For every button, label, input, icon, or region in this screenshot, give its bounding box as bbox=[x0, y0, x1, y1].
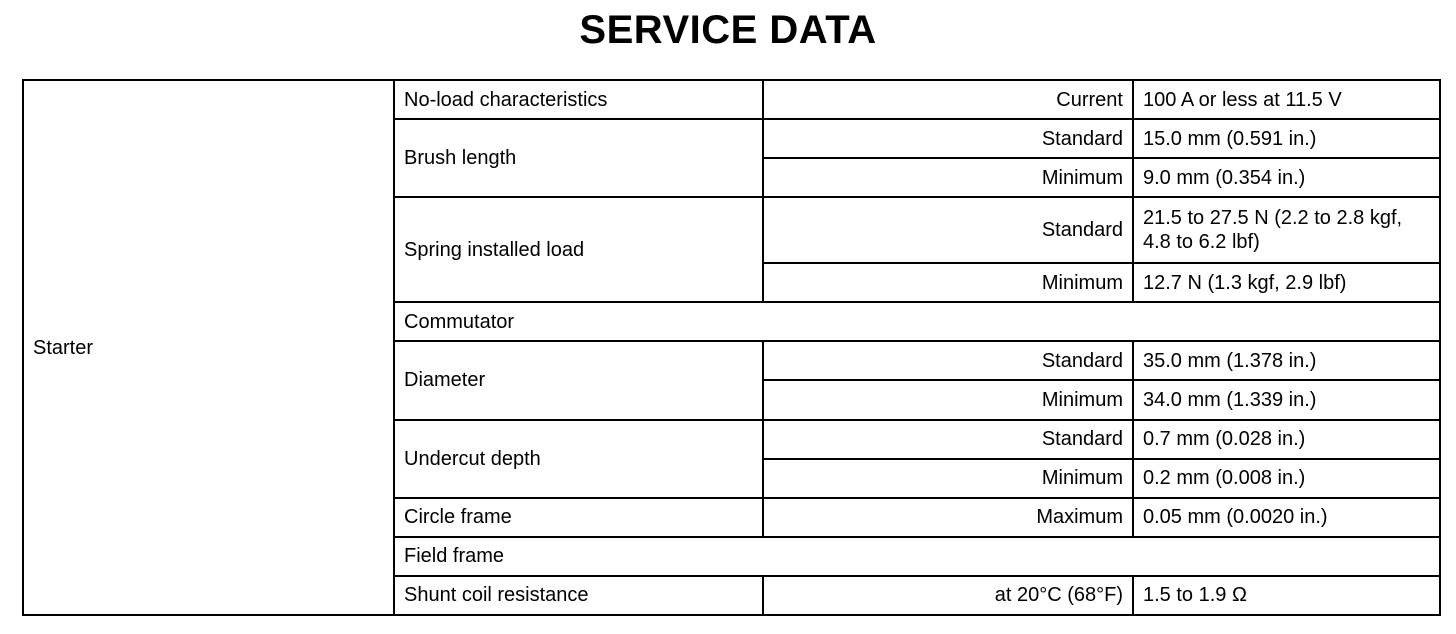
value-shunt-coil: 1.5 to 1.9 Ω bbox=[1133, 576, 1440, 615]
cond-standard: Standard bbox=[763, 197, 1133, 263]
item-shunt-coil: Shunt coil resistance bbox=[394, 576, 763, 615]
item-diameter: Diameter bbox=[394, 341, 763, 419]
value-spring-standard bbox=[1133, 197, 1440, 263]
item-no-load: No-load characteristics bbox=[394, 80, 763, 119]
value-spring-minimum: 12.7 N (1.3 kgf, 2.9 lbf) bbox=[1133, 263, 1440, 302]
item-circle-frame: Circle frame bbox=[394, 498, 763, 537]
table-row bbox=[23, 80, 1440, 119]
value-line: 4.8 to 6.2 lbf) bbox=[1143, 231, 1260, 254]
value-undercut-standard: 0.7 mm (0.028 in.) bbox=[1133, 420, 1440, 459]
group-cell-starter: Starter bbox=[23, 80, 394, 615]
value-line: 21.5 to 27.5 N (2.2 to 2.8 kgf, bbox=[1143, 207, 1403, 230]
value-circle-frame: 0.05 mm (0.0020 in.) bbox=[1133, 498, 1440, 537]
section-commutator: Commutator bbox=[394, 302, 1440, 341]
cond-standard: Standard bbox=[763, 341, 1133, 380]
item-spring-load: Spring installed load bbox=[394, 197, 763, 302]
value-diameter-minimum: 34.0 mm (1.339 in.) bbox=[1133, 380, 1440, 419]
cond-maximum: Maximum bbox=[763, 498, 1133, 537]
item-brush-length: Brush length bbox=[394, 119, 763, 197]
cond-current: Current bbox=[763, 80, 1133, 119]
cond-minimum: Minimum bbox=[763, 263, 1133, 302]
value-undercut-minimum: 0.2 mm (0.008 in.) bbox=[1133, 459, 1440, 498]
cond-minimum: Minimum bbox=[763, 459, 1133, 498]
value-no-load: 100 A or less at 11.5 V bbox=[1133, 80, 1440, 119]
section-field-frame: Field frame bbox=[394, 537, 1440, 576]
page-title: SERVICE DATA bbox=[579, 8, 877, 52]
cond-standard: Standard bbox=[763, 119, 1133, 158]
cond-minimum: Minimum bbox=[763, 158, 1133, 197]
item-undercut-depth: Undercut depth bbox=[394, 420, 763, 498]
cond-standard: Standard bbox=[763, 420, 1133, 459]
cond-minimum: Minimum bbox=[763, 380, 1133, 419]
service-data-table bbox=[22, 79, 1441, 616]
value-diameter-standard: 35.0 mm (1.378 in.) bbox=[1133, 341, 1440, 380]
value-brush-minimum: 9.0 mm (0.354 in.) bbox=[1133, 158, 1440, 197]
value-brush-standard: 15.0 mm (0.591 in.) bbox=[1133, 119, 1440, 158]
cond-temperature: at 20°C (68°F) bbox=[763, 576, 1133, 615]
